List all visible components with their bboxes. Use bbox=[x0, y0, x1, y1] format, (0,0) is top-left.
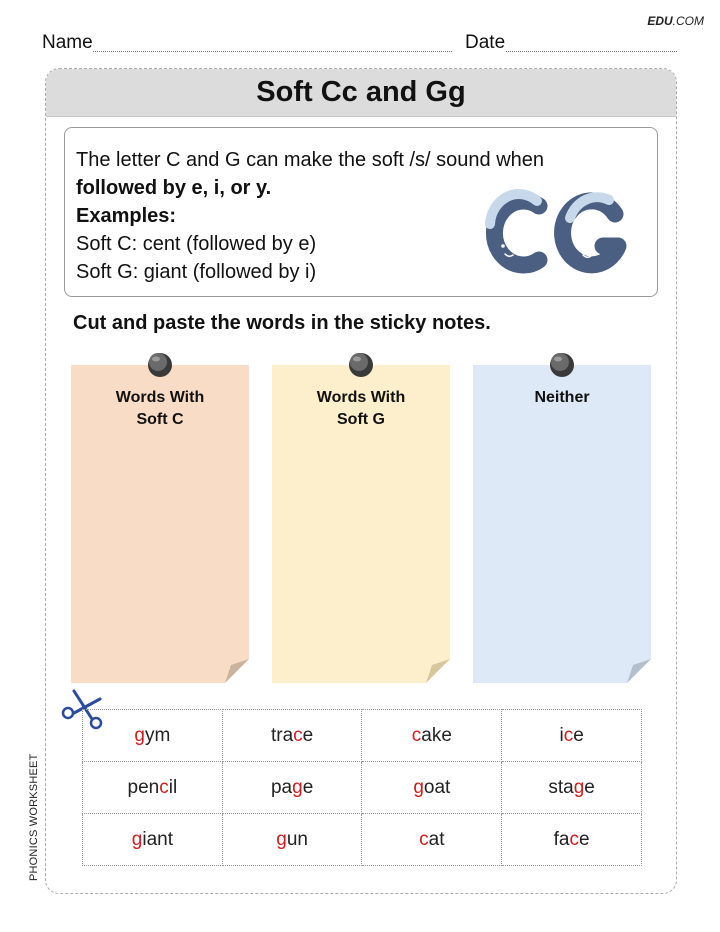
word-card[interactable] bbox=[83, 710, 223, 762]
word-segment: e bbox=[579, 828, 590, 850]
highlighted-letter: g bbox=[134, 724, 145, 746]
info-line-3: Examples: bbox=[76, 205, 177, 227]
word-card[interactable] bbox=[222, 710, 362, 762]
word-segment: il bbox=[168, 776, 178, 798]
worksheet-title: Soft Cc and Gg bbox=[256, 76, 466, 108]
name-line bbox=[42, 51, 452, 52]
word-card[interactable] bbox=[502, 710, 642, 762]
brand-logo bbox=[647, 14, 704, 28]
word-card[interactable] bbox=[222, 762, 362, 814]
word-segment: fa bbox=[553, 828, 570, 850]
highlighted-letter: c bbox=[563, 724, 574, 746]
sticky-note-soft-c[interactable] bbox=[71, 365, 249, 683]
worksheet-card bbox=[45, 68, 677, 894]
word-segment: tra bbox=[270, 724, 294, 746]
word-segment: un bbox=[286, 828, 308, 850]
date-field[interactable] bbox=[465, 32, 677, 54]
info-text bbox=[76, 146, 544, 286]
highlighted-letter: g bbox=[413, 776, 424, 798]
brand-logo-bold: EDU bbox=[647, 14, 673, 28]
sticky-note-heading: Words With Soft C bbox=[115, 389, 205, 428]
word-card[interactable] bbox=[222, 814, 362, 866]
side-label: PHONICS WORKSHEET bbox=[28, 753, 40, 881]
brand-logo-suffix: .COM bbox=[672, 14, 704, 28]
pushpin-icon bbox=[347, 351, 375, 379]
page-curl bbox=[627, 659, 651, 683]
info-line-1: The letter C and G can make the soft /s/ sound when bbox=[76, 149, 545, 171]
highlighted-letter: g bbox=[131, 828, 143, 850]
pushpin-icon bbox=[146, 351, 174, 379]
word-row bbox=[83, 814, 642, 866]
highlighted-letter: c bbox=[419, 828, 429, 850]
sticky-note-neither[interactable] bbox=[473, 365, 651, 683]
date-label: Date bbox=[465, 32, 506, 53]
info-line-4: Soft C: cent (followed by e) bbox=[76, 233, 317, 255]
name-label: Name bbox=[42, 32, 93, 53]
word-segment: pen bbox=[127, 776, 160, 798]
info-box bbox=[64, 127, 658, 297]
instruction-text: Cut and paste the words in the sticky notes. bbox=[73, 312, 491, 334]
highlighted-letter: g bbox=[292, 776, 303, 798]
word-table bbox=[82, 709, 642, 866]
highlighted-letter: c bbox=[293, 724, 303, 746]
word-segment: e bbox=[584, 776, 595, 798]
pushpin-icon bbox=[548, 351, 576, 379]
highlighted-letter: c bbox=[411, 724, 422, 746]
word-segment: oat bbox=[423, 776, 451, 798]
sticky-note-heading: Words With Soft G bbox=[316, 389, 406, 428]
word-segment: iant bbox=[142, 828, 173, 850]
sticky-note-soft-g[interactable] bbox=[272, 365, 450, 683]
word-segment: i bbox=[559, 724, 564, 746]
word-card[interactable] bbox=[362, 710, 502, 762]
info-line-5: Soft G: giant (followed by i) bbox=[76, 261, 317, 283]
word-segment: pa bbox=[270, 776, 293, 798]
word-segment: e bbox=[302, 724, 314, 746]
word-card[interactable] bbox=[502, 814, 642, 866]
highlighted-letter: g bbox=[573, 776, 585, 798]
highlighted-letter: g bbox=[276, 828, 287, 850]
title-bar bbox=[46, 69, 676, 117]
highlighted-letter: c bbox=[569, 828, 579, 850]
word-segment: ake bbox=[421, 724, 452, 746]
word-card[interactable] bbox=[362, 814, 502, 866]
page-curl bbox=[426, 659, 450, 683]
highlighted-letter: c bbox=[159, 776, 169, 798]
word-row bbox=[83, 710, 642, 762]
word-card[interactable] bbox=[362, 762, 502, 814]
word-card[interactable] bbox=[83, 814, 223, 866]
page-curl bbox=[225, 659, 249, 683]
letter-c-g-illustration-icon bbox=[477, 188, 627, 278]
word-row bbox=[83, 762, 642, 814]
sticky-note-heading: Neither bbox=[534, 389, 590, 406]
word-segment: ym bbox=[145, 724, 171, 746]
word-segment: e bbox=[302, 776, 314, 798]
word-segment: at bbox=[428, 828, 445, 850]
word-card[interactable] bbox=[502, 762, 642, 814]
name-field[interactable] bbox=[42, 32, 452, 54]
word-segment: e bbox=[573, 724, 584, 746]
word-card[interactable] bbox=[83, 762, 223, 814]
info-line-2: followed by e, i, or y. bbox=[76, 177, 272, 199]
word-segment: sta bbox=[548, 776, 574, 798]
